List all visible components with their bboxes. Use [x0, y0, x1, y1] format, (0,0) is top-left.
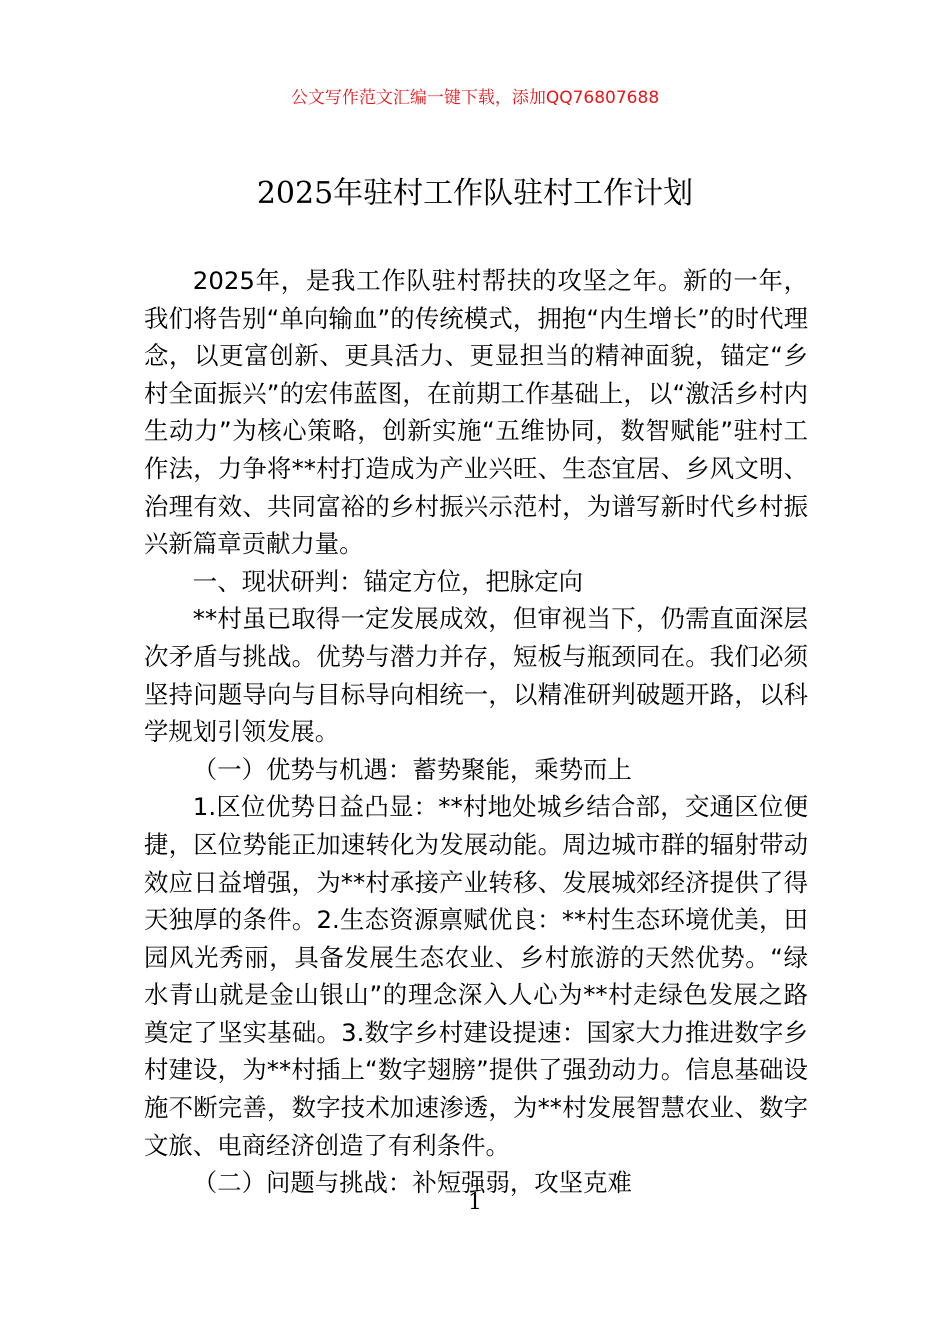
paragraph-status: **村虽已取得一定发展成效，但审视当下，仍需直面深层次矛盾与挑战。优势与潜力并存，短板与瓶颈同在。我们必须坚持问题导向与目标导向相统一，以精准研判破题开路，以科学规划引领发展。: [144, 604, 808, 747]
paragraph-advantages: 1.区位优势日益凸显：**村地处城乡结合部，交通区位便捷，区位势能正加速转化为发展动能。周边城市群的辐射带动效应日益增强，为**村承接产业转移、发展城郊经济提供了得天独厚的条件。2.生态资源禀赋优良：**村生态环境优美，田园风光秀丽，具备发展生态农业、乡村旅游的天然优势。“绿水青山就是金山银山”的理念深入人心为**村走绿色发展之路奠定了坚实基础。3.数字乡村建设提速：国家大力推进数字乡村建设，为**村插上“数字翅膀”提供了强劲动力。信息基础设施不断完善，数字技术加速渗透，为**村发展智慧农业、数字文旅、电商经济创造了有利条件。: [144, 792, 808, 1160]
document-body: [144, 262, 808, 1202]
subsection-heading-1: （一）优势与机遇：蓄势聚能，乘势而上: [192, 754, 632, 784]
watermark-text: 公文写作范文汇编一键下载，添加QQ76807688: [290, 88, 660, 108]
section-heading-1: 一、现状研判：锚定方位，把脉定向: [192, 566, 584, 596]
subsection-heading-2: （二）问题与挑战：补短强弱，攻坚克难: [192, 1168, 632, 1198]
paragraph-intro: 2025年，是我工作队驻村帮扶的攻坚之年。新的一年，我们将告别“单向输血”的传统模式，拥抱“内生增长”的时代理念，以更富创新、更具活力、更显担当的精神面貌，锚定“乡村全面振兴”的宏伟蓝图，在前期工作基础上，以“激活乡村内生动力”为核心策略，创新实施“五维协同，数智赋能”驻村工作法，力争将**村打造成为产业兴旺、生态宜居、乡风文明、治理有效、共同富裕的乡村振兴示范村，为谱写新时代乡村振兴新篇章贡献力量。: [144, 266, 808, 559]
page-number: 1: [468, 1190, 482, 1215]
document-title: 2025年驻村工作队驻村工作计划: [256, 176, 694, 211]
